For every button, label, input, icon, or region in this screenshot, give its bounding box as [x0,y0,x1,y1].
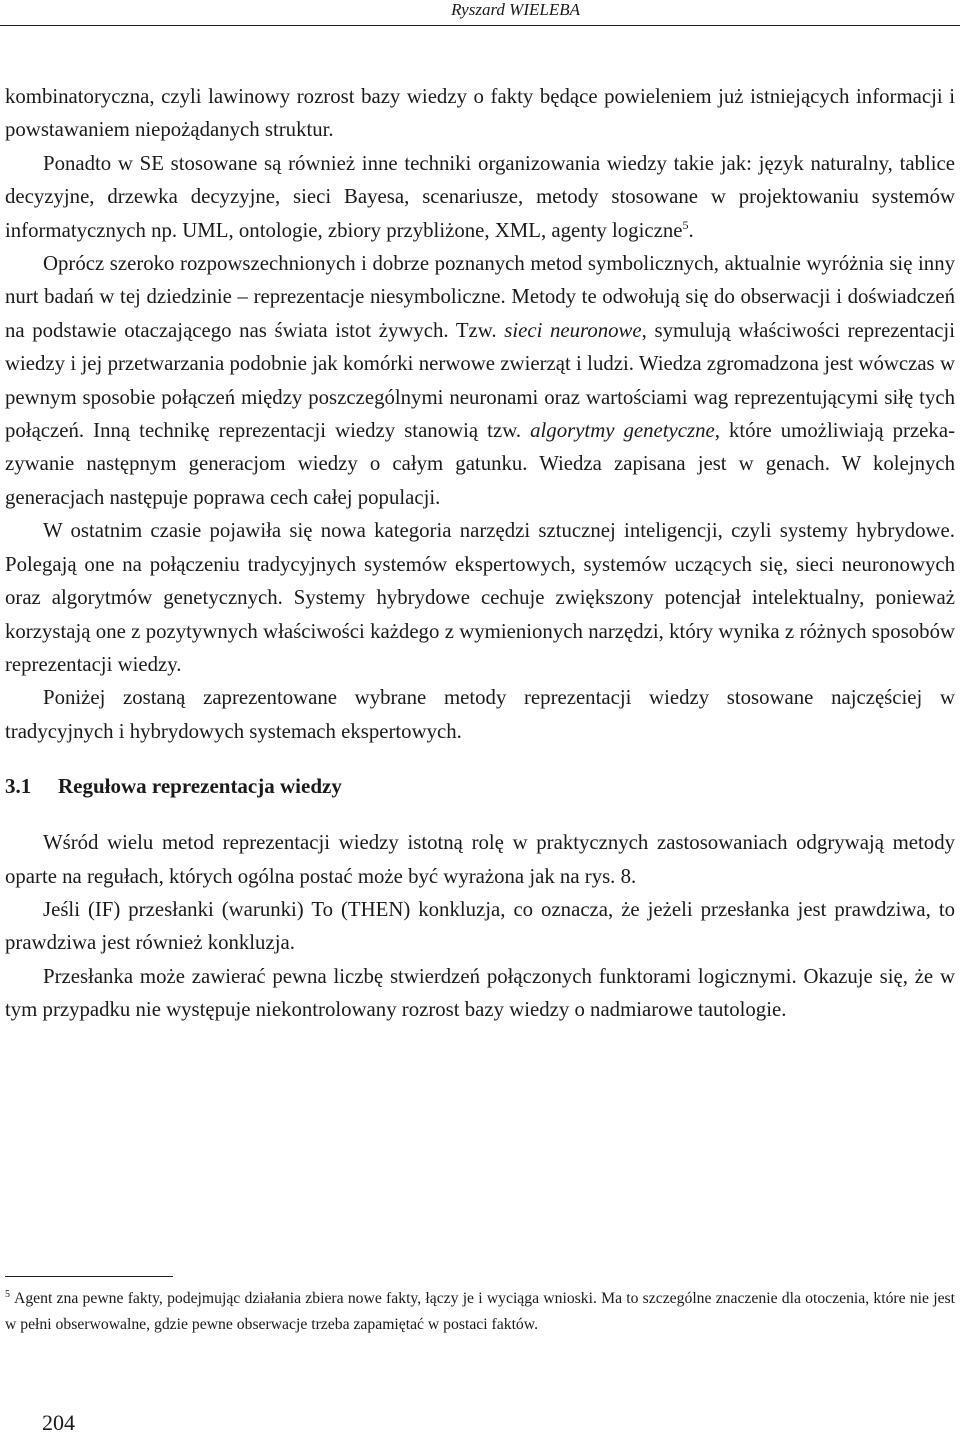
paragraph-3-part-a: Oprócz szeroko rozpowszechnionych i dobrze poznanych metod symbolicznych, aktualnie wyróżnia się inny nurt badań w tej dziedzinie – reprezentacje niesymboliczne. Metody te odwołują się do obserwacji i doświadczeń na podstawie otaczającego nas świata istot żywych. Tzw. [5,252,955,342]
footnote-ref: 5 [682,217,689,232]
paragraph-2 [5,147,955,247]
paragraph-4: W ostatnim czasie pojawiła się nowa kategoria narzędzi sztucznej inteligencji, czyli systemy hybrydowe. Polegają one na połączeniu tradycyjnych systemów ekspertowych, systemów uczących się, sieci neuronowych oraz algorytmów genetycznych. Systemy hybrydowe cechuje zwiększony potencjał intelektualny, ponieważ korzystają one z pozytywnych właściwości każdego z wymienionych narzędzi, który wynika z różnych sposobów reprezentacji wiedzy. [5,519,955,676]
section-heading [5,771,955,801]
page-number: 204 [42,1410,75,1435]
paragraph-8: Przesłanka może zawierać pewna liczbę stwierdzeń połączonych funktorami logicznymi. Okazuje się, że w tym przypadku nie występuje niekontrolowany rozrost bazy wiedzy o nadmiarowe tautologie. [5,964,955,1022]
footnote-text: Agent zna pewne fakty, podejmując działania zbiera nowe fakty, łączy je i wyciąga wnioski. Ma to szczególne znaczenie dla otoczenia, które nie jest w pełni obserwowalne, gdzie pewne obserwacje trzeba zapamiętać w postaci faktów. [5,1290,955,1333]
footnote [5,1286,955,1338]
header-rule [0,25,960,26]
paragraph-3-part-c: , które umożliwiają przekazywanie następnym generacjom wiedzy o całym gatunku. Wiedza zapisana jest w genach. W kolejnych generacjach następuje poprawa cech całej populacji. [5,419,955,509]
paragraph-6: Wśród wielu metod reprezentacji wiedzy istotną rolę w praktycznych zastosowaniach odgrywają metody oparte na regułach, których ogólna postać może być wyrażona jak na rys. 8. [5,831,955,888]
paragraph-7: Jeśli (IF) przesłanki (warunki) To (THEN) konkluzja, co oznacza, że jeżeli przesłanka jest prawdziwa, to prawdziwa jest również konkluzja. [5,897,955,955]
paragraph-3-part-b: , symulują właściwości reprezentacji wiedzy i jej przetwarzania podobnie jak komórki nerwowe zwierząt i ludzi. Wiedza zgromadzona jest wówczas w pewnym sposobie połączeń między poszczególnymi neuronami oraz wartościami wag reprezentującymi siłę tych połączeń. Inną technikę reprezentacji wiedzy stanowią tzw. [5,318,955,443]
term-genetic-algorithms: algorytmy genetyczne [530,419,715,443]
section-number: 3.1 [5,774,32,799]
paragraph-3 [5,247,955,514]
running-head: Ryszard WIELEBA [451,0,580,19]
footnote-mark: 5 [5,1288,10,1300]
paragraph-2-text: Ponadto w SE stosowane są również inne techniki organizowania wiedzy takie jak: język naturalny, tablice decyzyjne, drzewka decyzyjne, sieci Bayesa, scenariusze, metody stosowane w projektowaniu systemów informatycznych np. UML, ontologie, zbiory przybliżone, XML, agenty logiczne [5,151,955,242]
page-header [0,0,960,26]
paragraph-2-end: . [688,218,694,242]
footnote-rule [5,1276,173,1277]
section-title: Regułowa reprezentacja wiedzy [58,774,342,799]
paragraph-5: Poniżej zostaną zaprezentowane wybrane metody reprezentacji wiedzy stosowane najczęściej w tradycyjnych i hybrydowych systemach ekspertowych. [5,686,955,743]
term-neural-networks: sieci neuronowe [504,318,642,342]
paragraph-1: kombinatoryczna, czyli lawinowy rozrost bazy wiedzy o fakty będące powieleniem już istniejących informacji i powstawaniem niepożądanych struktur. [5,85,955,142]
body-text [5,80,955,1027]
